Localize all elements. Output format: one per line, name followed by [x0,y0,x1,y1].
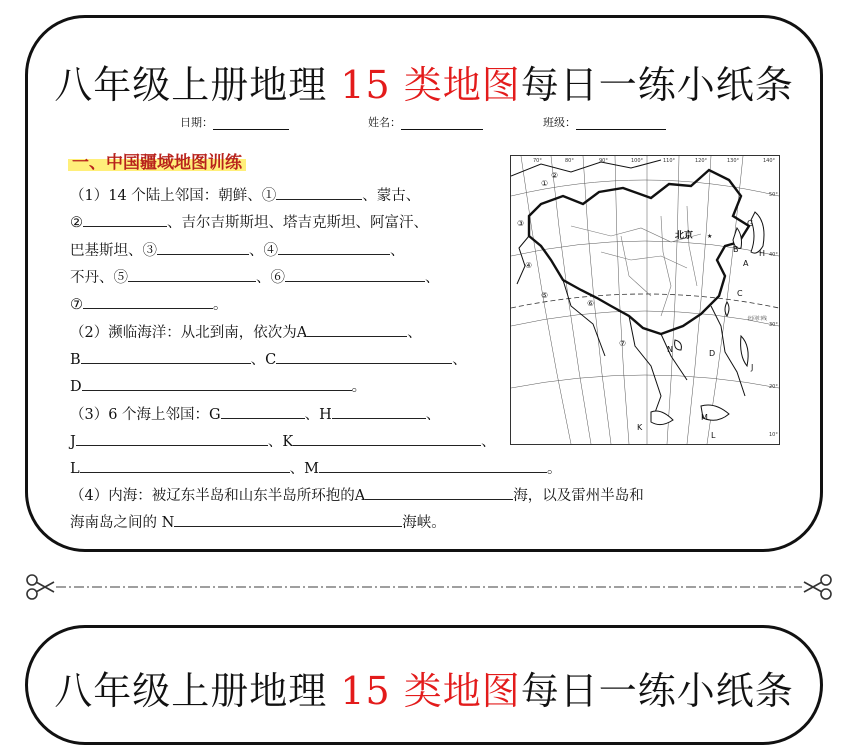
tick-label: 40° [769,252,778,258]
map-letter: A [743,259,749,268]
date-field[interactable] [180,114,289,130]
q4-line-2 [70,510,446,533]
class-label: 班级： [543,116,576,129]
answer-blank[interactable] [221,402,305,419]
q1-text: 、蒙古、 [362,188,421,204]
map-label-5: ⑤ [541,291,549,300]
q3-text: 、M [289,461,319,477]
map-letter: J [751,363,754,372]
q2-text: 、 [407,325,422,341]
answer-blank[interactable] [276,347,452,364]
title-highlight: 15 类地图 [340,669,521,713]
answer-blank[interactable] [278,238,390,255]
map-graphic [511,156,779,444]
q2-text: 。 [351,379,367,395]
q2-line-2 [70,347,467,370]
answer-blank[interactable] [157,238,249,255]
answer-blank[interactable] [81,347,251,364]
map-letter: N [667,345,673,354]
title-part-1: 八年级上册地理 [54,669,341,713]
q1-text: 、 [425,270,440,286]
tick-label: 90° [599,158,608,164]
answer-blank[interactable] [128,265,256,282]
map-letter: G [747,219,754,228]
q1-text: 、吉尔吉斯斯坦、塔吉克斯坦、阿富汗、 [167,215,428,231]
q2-text: B [70,352,81,368]
map-label-4: ④ [525,261,533,270]
answer-blank[interactable] [174,510,402,527]
q1-line-1 [70,183,420,206]
answer-blank[interactable] [332,402,426,419]
map-letter: L [711,431,716,440]
q3-text: 、K [267,434,294,450]
map-label-6: ⑥ [587,299,595,308]
q2-text: D [70,379,82,395]
q3-text: J [70,434,76,450]
q1-text: 巴基斯坦、③ [70,243,157,259]
answer-blank[interactable] [80,456,290,473]
q2-text: 、C [250,352,277,368]
q1-text: 。 [213,297,228,313]
answer-blank[interactable] [365,483,513,500]
q3-text: 、H [304,407,332,423]
scissors-icon [27,575,54,599]
q3-line-2 [70,429,496,452]
name-label: 姓名： [368,116,401,129]
tick-label: 140° [763,158,776,164]
answer-blank[interactable] [83,210,167,227]
q1-text: 、 [390,243,405,259]
tick-label: 120° [695,158,708,164]
answer-blank[interactable] [285,265,425,282]
map-letter: B [733,245,739,254]
q4-line-1 [70,483,644,506]
q3-line-3 [70,456,562,479]
scissors-icon [804,575,831,599]
name-blank[interactable] [401,117,483,130]
title-part-3: 每日一练小纸条 [520,669,794,713]
tick-label: 80° [565,158,574,164]
answer-blank[interactable] [319,456,547,473]
q2-line-3 [70,374,366,397]
worksheet-card-2 [25,625,823,745]
q1-text: ⑦ [70,297,83,313]
tropic-label: 北回归线 [747,316,768,322]
q1-text: 不丹、⑤ [70,270,128,286]
q1-text: ② [70,215,83,231]
map-letter: H [759,249,766,258]
title-part-1: 八年级上册地理 [54,63,341,107]
q3-text: 、 [425,407,441,423]
q3-line-1 [70,402,440,425]
tick-label: 130° [727,158,740,164]
map-label-1: ① [541,179,549,188]
q3-text: 。 [547,461,562,477]
q4-text: （4）内海：被辽东半岛和山东半岛所环抱的A [70,488,366,504]
china-territory-map [510,155,780,445]
tick-label: 110° [663,158,676,164]
map-label-3: ③ [517,219,525,228]
q2-text: （2）濒临海洋：从北到南，依次为A [70,325,308,341]
q1-line-2 [70,210,428,233]
answer-blank[interactable] [76,429,268,446]
q1-text: 、⑥ [256,270,285,286]
q1-line-5 [70,292,228,315]
class-blank[interactable] [576,117,666,130]
q4-text: 海，以及雷州半岛和 [513,488,644,504]
answer-blank[interactable] [83,292,213,309]
page-title [28,54,820,109]
q1-text: （1）14 个陆上邻国：朝鲜、① [70,188,277,204]
q3-text: （3）6 个海上邻国：G [70,407,221,423]
tick-label: 20° [769,384,778,390]
q1-line-4 [70,265,440,288]
map-letter: M [701,413,708,422]
q1-line-3 [70,238,405,261]
q3-text: 、 [481,434,496,450]
section-heading: 一、中国疆域地图训练 [68,148,246,173]
name-field[interactable] [368,114,483,130]
title-highlight: 15 类地图 [340,63,521,107]
tick-label: 30° [769,322,778,328]
answer-blank[interactable] [82,374,352,391]
map-label-7: ⑦ [619,339,627,348]
map-label-2: ② [551,171,559,180]
q4-text: 海峡。 [402,515,446,531]
q1-text: 、④ [249,243,278,259]
answer-blank[interactable] [276,183,362,200]
cut-line [20,572,838,602]
q2-line-1 [70,320,422,343]
map-letter: D [709,349,716,358]
tick-label: 50° [769,192,778,198]
answer-blank[interactable] [293,429,481,446]
capital-marker: ★ [707,233,713,240]
title-part-3: 每日一练小纸条 [520,63,794,107]
map-letter: K [637,423,643,432]
q3-text: L [70,461,80,477]
q4-text: 海南岛之间的 N [70,515,175,531]
tick-label: 10° [769,432,778,438]
answer-blank[interactable] [307,320,407,337]
date-blank[interactable] [213,117,289,130]
class-field[interactable] [543,114,666,130]
map-letter: C [737,289,743,298]
capital-label: 北京 [675,231,694,241]
tick-label: 70° [533,158,542,164]
q2-text: 、 [452,352,467,368]
tick-label: 100° [631,158,644,164]
date-label: 日期： [180,116,213,129]
